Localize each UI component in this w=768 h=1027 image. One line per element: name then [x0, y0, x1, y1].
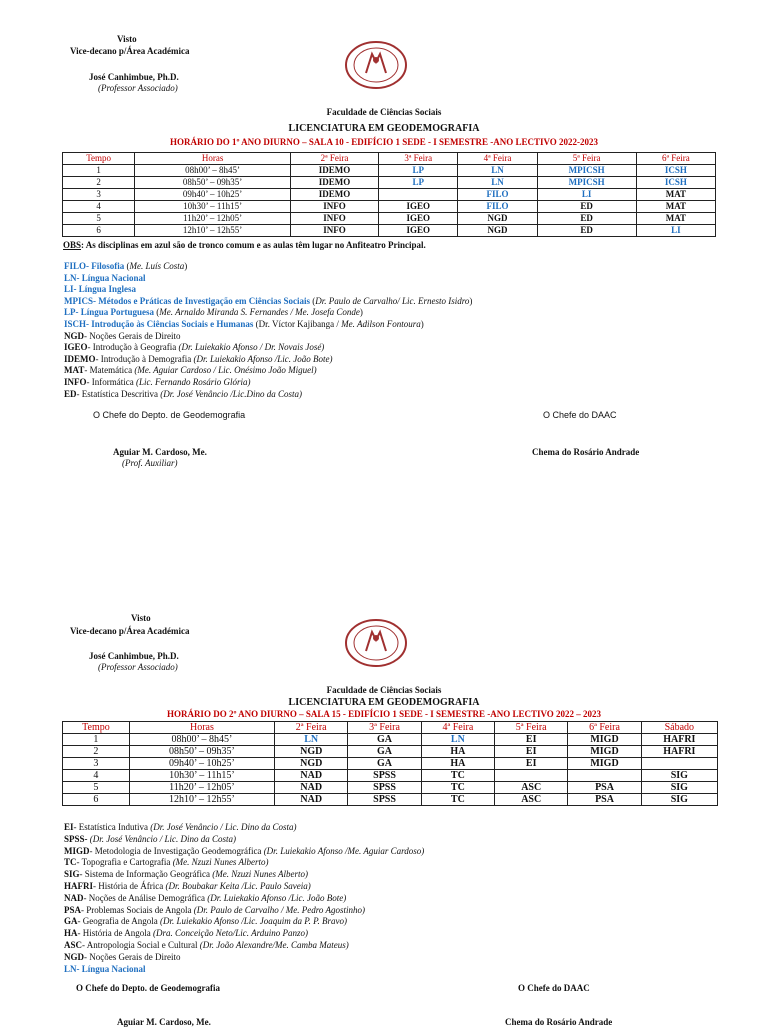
course-description-end: )	[420, 318, 424, 329]
university-seal-logo	[344, 618, 408, 668]
table-cell: 3	[63, 189, 135, 201]
table-cell: INFO	[290, 201, 378, 213]
table-cell: ED	[537, 213, 636, 225]
table-cell: LP	[379, 177, 458, 189]
chief-daac-label: O Chefe do DAAC	[518, 983, 590, 993]
course-professors: (Me. Nzuzi Nunes Alberto)	[172, 857, 269, 868]
table-cell: MIGD	[568, 734, 641, 746]
legend-item	[64, 273, 472, 285]
schedule-title: HORÁRIO DO 2º ANO DIURNO – SALA 15 - EDIFÍCIO 1 SEDE - I SEMESTRE -ANO LECTIVO 2022 – 2023	[166, 709, 602, 719]
legend-item	[64, 964, 424, 976]
legend-item	[64, 389, 472, 401]
table-cell: FILO	[458, 201, 537, 213]
table-cell: HAFRI	[641, 746, 717, 758]
course-professors: (Me. Nzuzi Nunes Alberto)	[212, 869, 309, 880]
legend-item	[64, 284, 472, 296]
course-code: ASC	[64, 939, 83, 950]
course-professors: (Dr. Paulo de Carvalho / Me. Pedro Agostinho)	[193, 904, 365, 915]
legend-item	[64, 928, 424, 940]
table-cell: 6	[63, 225, 135, 237]
table-row	[63, 758, 718, 770]
table-cell: NAD	[275, 782, 348, 794]
table-row	[63, 177, 716, 189]
table-cell: SPSS	[348, 770, 421, 782]
legend-item	[64, 377, 472, 389]
signer-name: José Canhimbue, Ph.D.	[89, 651, 179, 661]
course-professors: Dr. Paulo de Carvalho/ Lic. Ernesto Isidro	[315, 295, 470, 306]
course-description: - Estatística Descritiva	[76, 388, 161, 399]
column-header: 6ª Feira	[636, 153, 715, 165]
table-cell: ED	[537, 201, 636, 213]
legend-item	[64, 893, 424, 905]
course-description: - Noções Gerais de Direito	[84, 951, 181, 962]
university-seal-logo	[344, 40, 408, 90]
course-description: - Informática	[86, 376, 136, 387]
table-cell: IDEMO	[290, 189, 378, 201]
table-cell: IDEMO	[290, 177, 378, 189]
table-cell: NGD	[275, 758, 348, 770]
course-code: EI	[64, 822, 74, 832]
course-code: NAD	[64, 892, 84, 903]
table-cell: ED	[537, 225, 636, 237]
table-cell: INFO	[290, 225, 378, 237]
table-cell: NGD	[458, 213, 537, 225]
legend-item	[64, 331, 472, 343]
table-row	[63, 734, 718, 746]
table-cell: EI	[495, 758, 568, 770]
vice-dean-label: Vice-decano p/Área Académica	[70, 626, 190, 636]
column-header: Tempo	[63, 722, 130, 734]
table-cell: 5	[63, 782, 130, 794]
table-cell: 09h40’ – 10h25’	[129, 758, 274, 770]
table-cell: HA	[421, 746, 494, 758]
table-row	[63, 782, 718, 794]
table-cell: ASC	[495, 782, 568, 794]
column-header: 5ª Feira	[495, 722, 568, 734]
course-code: SPSS-	[64, 833, 88, 844]
table-cell	[495, 770, 568, 782]
course-professors: (Dr. Luiekakio Afonso /Lic. Joaquim da P. P. Bravo)	[159, 916, 347, 927]
course-code: LN- Língua Nacional	[64, 272, 146, 283]
table-row	[63, 189, 716, 201]
column-header: 3ª Feira	[379, 153, 458, 165]
table-cell	[568, 770, 641, 782]
table-cell: IGEO	[379, 225, 458, 237]
table-cell: 09h40’ – 10h25’	[135, 189, 291, 201]
course-code: NGD	[64, 330, 84, 341]
legend-item	[64, 952, 424, 964]
table-cell: 08h50’ – 09h35’	[135, 177, 291, 189]
course-code: MAT	[64, 365, 85, 376]
course-professors: (Dr. Luiekakio Afonso /Lic. João Bote)	[193, 353, 333, 364]
course-title: LICENCIATURA EM GEODEMOGRAFIA	[288, 697, 480, 708]
table-cell: MPICSH	[537, 177, 636, 189]
column-header: 4ª Feira	[458, 153, 537, 165]
column-header: 2ª Feira	[290, 153, 378, 165]
table-cell: MIGD	[568, 758, 641, 770]
table-row	[63, 213, 716, 225]
course-code: GA	[64, 916, 78, 927]
course-professors: (Dr. João Alexandre/Me. Camba Mateus)	[199, 939, 349, 950]
course-code: FILO- Filosofia	[64, 261, 125, 271]
table-cell: NGD	[275, 746, 348, 758]
table-cell: LN	[458, 165, 537, 177]
table-cell: 12h10’ – 12h55’	[135, 225, 291, 237]
course-description: - Introdução à Geografia	[87, 342, 179, 353]
course-code: HAFRI	[64, 880, 93, 891]
chief-dept-label: O Chefe do Depto. de Geodemografia	[76, 983, 220, 993]
table-row	[63, 165, 716, 177]
course-professors: (Lic. Fernando Rosário Glória)	[135, 376, 251, 387]
table-cell: SPSS	[348, 782, 421, 794]
table-cell: 5	[63, 213, 135, 225]
course-description: - História de África	[93, 880, 166, 891]
table-cell: 4	[63, 770, 130, 782]
table-cell: MAT	[636, 189, 715, 201]
chief-dept-label: O Chefe do Depto. de Geodemografia	[93, 410, 246, 420]
column-header: 3ª Feira	[348, 722, 421, 734]
course-code: PSA	[64, 904, 82, 915]
faculty-name: Faculdade de Ciências Sociais	[326, 107, 442, 117]
column-header: 5ª Feira	[537, 153, 636, 165]
column-header: Sábado	[641, 722, 717, 734]
course-title: LICENCIATURA EM GEODEMOGRAFIA	[288, 123, 480, 134]
course-code: LN- Língua Nacional	[64, 963, 146, 974]
legend-item	[64, 261, 472, 273]
vice-dean-label: Vice-decano p/Área Académica	[70, 46, 190, 56]
table-row	[63, 225, 716, 237]
obs-label: OBS	[63, 240, 82, 250]
course-code: HA	[64, 928, 78, 939]
visto-label: Visto	[117, 34, 137, 44]
table-cell: 1	[63, 734, 130, 746]
faculty-name: Faculdade de Ciências Sociais	[326, 685, 442, 695]
column-header: Horas	[135, 153, 291, 165]
course-professors: (Dr. Luiekakio Afonso / Dr. Novais José)	[178, 342, 325, 353]
legend-item	[64, 834, 424, 846]
column-header: 2ª Feira	[275, 722, 348, 734]
course-description: - Metodologia de Investigação Geodemográfica	[89, 845, 264, 856]
table-cell: 08h00’ – 8h45’	[135, 165, 291, 177]
table-cell: 11h20’ – 12h05’	[129, 782, 274, 794]
table-cell: IGEO	[379, 213, 458, 225]
legend-item	[64, 296, 472, 308]
legend-1	[64, 261, 472, 400]
course-professors: Me. Adilson Fontoura	[341, 318, 421, 329]
course-description: - Sistema de Informação Geográfica	[79, 869, 213, 880]
course-professors: (Dra. Conceição Neto/Lic. Arduino Panzo)	[153, 928, 308, 939]
table-cell: MIGD	[568, 746, 641, 758]
course-description: - Noções Gerais de Direito	[84, 330, 181, 341]
table-cell: TC	[421, 782, 494, 794]
column-header: 6ª Feira	[568, 722, 641, 734]
table-cell: 10h30’ – 11h15’	[135, 201, 291, 213]
column-header: Tempo	[63, 153, 135, 165]
table-cell: TC	[421, 794, 494, 806]
table-cell: LN	[275, 734, 348, 746]
table-cell: GA	[348, 734, 421, 746]
table-cell: MPICSH	[537, 165, 636, 177]
course-professors: (Dr. José Venâncio / Lic. Dino da Costa)	[150, 822, 297, 832]
table-cell	[641, 758, 717, 770]
course-professors: (Dr. José Venâncio / Lic. Dino da Costa)	[89, 833, 237, 844]
course-code: LP- Língua Portuguesa	[64, 307, 155, 318]
legend-item	[64, 319, 472, 331]
course-professors: Me. Arnaldo Miranda S. Fernandes / Me. Josefa Conde	[159, 307, 360, 318]
table-cell: IDEMO	[290, 165, 378, 177]
table-cell: 1	[63, 165, 135, 177]
column-header: 4ª Feira	[421, 722, 494, 734]
legend-item	[64, 916, 424, 928]
chief-dept-name: Aguiar M. Cardoso, Me.	[113, 447, 207, 457]
table-cell: LN	[421, 734, 494, 746]
course-code: SIG	[64, 869, 80, 880]
column-header: Horas	[129, 722, 274, 734]
table-cell: 08h50’ – 09h35’	[129, 746, 274, 758]
legend-item	[64, 940, 424, 952]
course-code: NGD	[64, 951, 84, 962]
schedule-title: HORÁRIO DO 1º ANO DIURNO – SALA 10 - EDIFÍCIO 1 SEDE - I SEMESTRE -ANO LECTIVO 2022-2023	[169, 137, 599, 147]
signer-name: José Canhimbue, Ph.D.	[89, 72, 179, 82]
course-description: - Problemas Sociais de Angola	[81, 904, 194, 915]
table-cell: 2	[63, 746, 130, 758]
legend-item	[64, 342, 472, 354]
table-cell: 4	[63, 201, 135, 213]
table-cell: SIG	[641, 770, 717, 782]
chief-dept-name: Aguiar M. Cardoso, Me.	[117, 1017, 211, 1027]
course-description: - Matemática	[84, 365, 135, 376]
course-description: (	[309, 295, 316, 306]
course-description-end: )	[359, 307, 363, 318]
signer-title: (Professor Associado)	[98, 83, 178, 93]
table-cell: 11h20’ – 12h05’	[135, 213, 291, 225]
course-description-end: )	[469, 295, 473, 306]
course-description: - Noções de Análise Demográfica	[83, 892, 208, 903]
table-cell: LN	[458, 177, 537, 189]
table-cell: SPSS	[348, 794, 421, 806]
course-professors: (Dr. José Venâncio /Lic.Dino da Costa)	[160, 388, 302, 399]
table-cell: NAD	[275, 794, 348, 806]
legend-item	[64, 881, 424, 893]
table-cell: 08h00’ – 8h45’	[129, 734, 274, 746]
chief-dept-title: (Prof. Auxiliar)	[122, 458, 178, 468]
table-cell: PSA	[568, 782, 641, 794]
table-cell: 3	[63, 758, 130, 770]
course-professors: Me. Luís Costa	[129, 261, 185, 271]
visto-label: Visto	[131, 613, 151, 623]
course-code: IDEMO	[64, 353, 96, 364]
legend-item	[64, 307, 472, 319]
table-cell: HAFRI	[641, 734, 717, 746]
course-description: (	[154, 307, 160, 318]
table-cell: HA	[421, 758, 494, 770]
course-code: ED	[64, 388, 77, 399]
course-professors: (Dr. Luiekakio Afonso /Me. Aguiar Cardoso)	[263, 845, 425, 856]
table-row	[63, 201, 716, 213]
table-cell: ASC	[495, 794, 568, 806]
table-cell: MAT	[636, 201, 715, 213]
table-cell: NGD	[458, 225, 537, 237]
schedule-table-2	[62, 721, 718, 806]
legend-item	[64, 905, 424, 917]
course-description: - Estatística Indutiva	[73, 822, 151, 832]
course-professors: (Dr. Boubakar Keita /Lic. Paulo Saveia)	[165, 880, 311, 891]
table-cell: GA	[348, 746, 421, 758]
legend-item	[64, 365, 472, 377]
course-description: - Topografia e Cartografia	[76, 857, 173, 868]
table-cell: SIG	[641, 794, 717, 806]
table-cell: ICSH	[636, 177, 715, 189]
table-cell: TC	[421, 770, 494, 782]
legend-item	[64, 354, 472, 366]
table-cell: LI	[537, 189, 636, 201]
course-code: LI- Língua Inglesa	[64, 284, 137, 295]
table-cell: MAT	[636, 213, 715, 225]
course-code: INFO	[64, 376, 87, 387]
course-professors: (Me. Aguiar Cardoso / Lic. Onésimo João Miguel)	[134, 365, 317, 376]
chief-daac-label: O Chefe do DAAC	[543, 410, 617, 420]
table-cell: INFO	[290, 213, 378, 225]
course-code: ISCH- Introdução às Ciências Sociais e Humanas	[64, 318, 254, 329]
course-description-end: )	[184, 261, 188, 271]
course-description: - Introdução à Demografia	[95, 353, 194, 364]
course-code: IGEO	[64, 342, 88, 353]
table-cell: 2	[63, 177, 135, 189]
legend-item	[64, 822, 424, 834]
table-cell: PSA	[568, 794, 641, 806]
legend-item	[64, 869, 424, 881]
table-row	[63, 770, 718, 782]
table-cell: NAD	[275, 770, 348, 782]
legend-2	[64, 822, 424, 975]
course-description: - Antropologia Social e Cultural	[82, 939, 200, 950]
table-cell: IGEO	[379, 201, 458, 213]
obs-text: : As disciplinas em azul são de tronco comum e as aulas têm lugar no Anfiteatro Principal.	[81, 240, 426, 250]
table-cell: LP	[379, 165, 458, 177]
course-description: - Geografia de Angola	[77, 916, 160, 927]
course-professors: (Dr. Luiekakio Afonso /Lic. João Bote)	[207, 892, 347, 903]
table-cell: GA	[348, 758, 421, 770]
table-cell: EI	[495, 746, 568, 758]
table-cell: EI	[495, 734, 568, 746]
table-cell: 12h10’ – 12h55’	[129, 794, 274, 806]
legend-item	[64, 846, 424, 858]
table-cell: ICSH	[636, 165, 715, 177]
course-description: - História de Angola	[77, 928, 153, 939]
chief-daac-name: Chema do Rosário Andrade	[505, 1017, 613, 1027]
course-code: MIGD	[64, 845, 90, 856]
signer-title: (Professor Associado)	[98, 662, 178, 672]
table-cell: 6	[63, 794, 130, 806]
table-row	[63, 794, 718, 806]
course-code: MPICS- Métodos e Práticas de Investigação em Ciências Sociais	[64, 295, 310, 306]
legend-item	[64, 857, 424, 869]
table-cell: 10h30’ – 11h15’	[129, 770, 274, 782]
course-code: TC	[64, 857, 77, 868]
chief-daac-name: Chema do Rosário Andrade	[532, 447, 640, 457]
schedule-table-1	[62, 152, 716, 237]
table-cell: SIG	[641, 782, 717, 794]
obs-note	[63, 240, 426, 250]
table-row	[63, 746, 718, 758]
table-cell: LI	[636, 225, 715, 237]
course-description: (	[124, 261, 130, 271]
course-description: (Dr. Víctor Kajibanga /	[253, 318, 342, 329]
table-cell: FILO	[458, 189, 537, 201]
table-cell	[379, 189, 458, 201]
